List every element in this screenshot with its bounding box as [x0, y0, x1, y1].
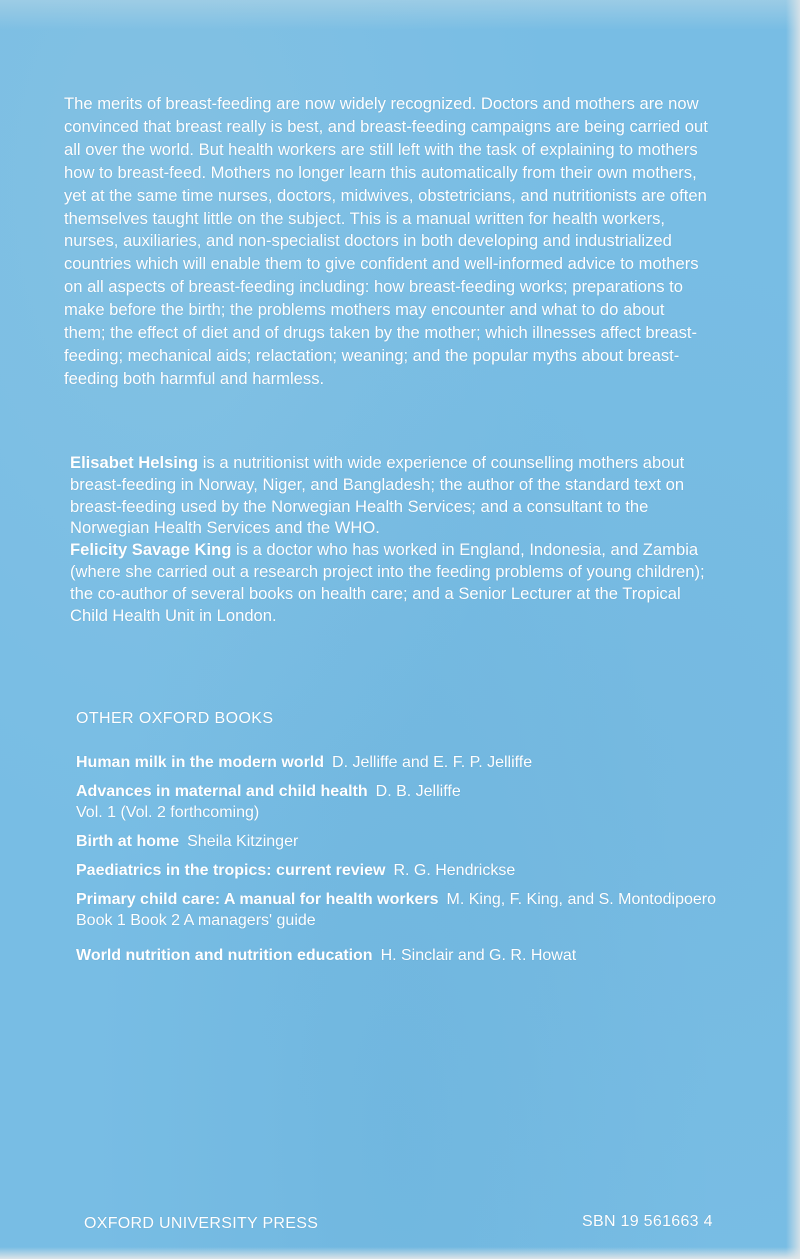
author-bio-text: is a nutritionist with wide experience of counselling mothers about breast-feeding in Norway, Niger, and Bangladesh; the author of the standard text on breast-feeding used by the Norwegian Health Services; and a consultant to the Norwegian Health Services and the WHO. — [70, 453, 685, 538]
book-entry — [76, 945, 736, 966]
book-entry — [76, 889, 736, 931]
author-name: Elisabet Helsing — [70, 453, 199, 472]
other-books-heading: OTHER OXFORD BOOKS — [76, 710, 274, 727]
isbn-number: SBN 19 561663 4 — [582, 1213, 713, 1230]
book-extra: Vol. 1 (Vol. 2 forthcoming) — [76, 804, 260, 821]
author-bios — [70, 452, 710, 626]
worn-edge-right — [786, 0, 800, 1259]
book-blurb: The merits of breast-feeding are now widely recognized. Doctors and mothers are now convinced that breast really is best, and breast-feeding campaigns are being carried out all over the world. But health workers are still left with the task of explaining to mothers how to breast-feed. Mothers no longer learn this automatically from their own mothers, yet at the same time nurses, doctors, midwives, obstetricians, and nutritionists are often themselves taught little on the subject. This is a manual written for health workers, nurses, auxiliaries, and non-specialist doctors in both developing and industrialized countries which will enable them to give confident and well-informed advice to mothers on all aspects of breast-feeding including: how breast-feeding works; preparations to make before the birth; the problems mothers may encounter and what to do about them; the effect of diet and of drugs taken by the mother; which illnesses affect breast-feeding; mechanical aids; relactation; weaning; and the popular myths about breast-feeding both harmful and harmless. — [64, 94, 708, 388]
author-bio — [70, 539, 710, 626]
worn-edge-top — [0, 0, 800, 30]
book-title: Primary child care: A manual for health workers — [76, 891, 439, 908]
book-extra: Book 1 Book 2 A managers' guide — [76, 912, 316, 929]
other-books-list — [76, 752, 736, 974]
book-author: D. B. Jelliffe — [375, 783, 461, 800]
worn-edge-bottom — [0, 1247, 800, 1259]
book-author: D. Jelliffe and E. F. P. Jelliffe — [332, 754, 533, 771]
book-author: R. G. Hendrickse — [393, 862, 516, 879]
book-author: H. Sinclair and G. R. Howat — [380, 947, 577, 964]
book-entry — [76, 781, 736, 823]
book-entry — [76, 860, 736, 881]
book-title: Advances in maternal and child health — [76, 783, 368, 800]
book-author: Sheila Kitzinger — [187, 833, 299, 850]
book-title: Human milk in the modern world — [76, 754, 325, 771]
book-entry — [76, 752, 736, 773]
author-name: Felicity Savage King — [70, 540, 232, 560]
book-author: M. King, F. King, and S. Montodipoero — [446, 891, 716, 908]
author-bio — [70, 452, 710, 539]
book-title: Birth at home — [76, 833, 180, 850]
publisher-name: OXFORD UNIVERSITY PRESS — [84, 1215, 319, 1232]
book-entry — [76, 831, 736, 852]
book-title: Paediatrics in the tropics: current review — [76, 862, 386, 879]
book-title: World nutrition and nutrition education — [76, 947, 373, 964]
author-bio-text: is a doctor who has worked in England, Indonesia, and Zambia (where she carried out a research project into the feeding problems of young children); the co-author of several books on health care; and a Senior Lecturer at the Tropical Child Health Unit in London. — [70, 540, 705, 625]
